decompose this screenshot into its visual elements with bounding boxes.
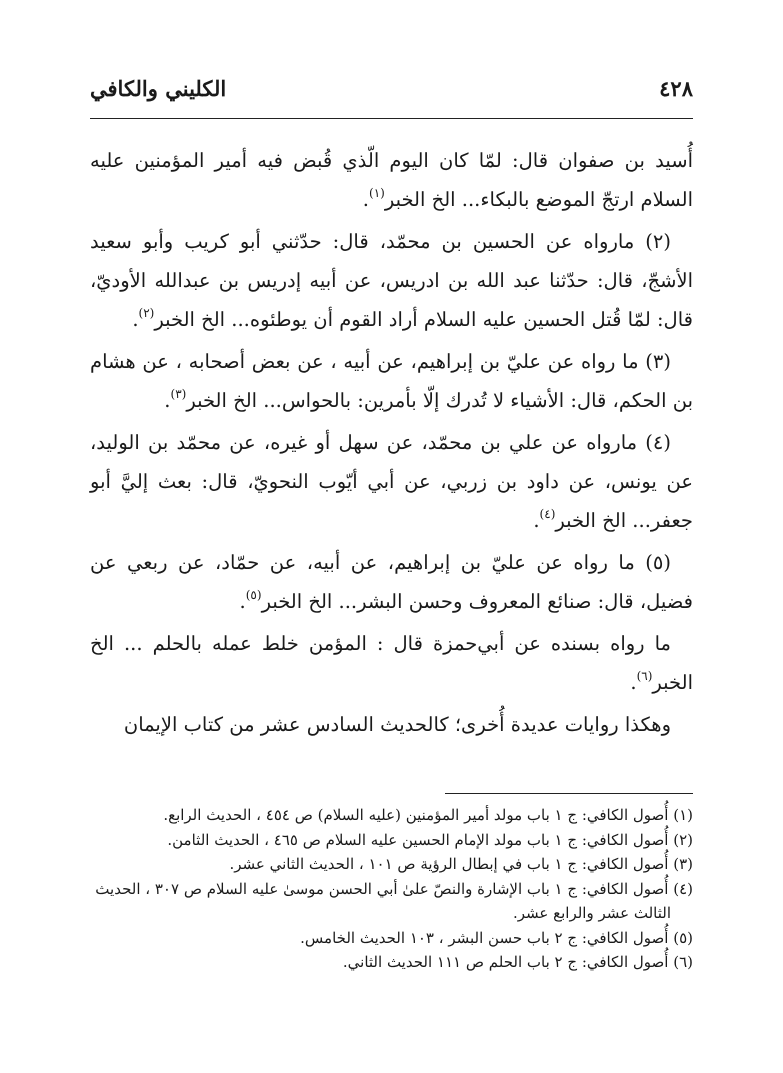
paragraph-1: أُسيد بن صفوان قال: لمّا كان اليوم الّذي قُبض فيه أمير المؤمنين عليه السلام ارتجّ الموضع بالبكاء... الخ الخبر$^{(١)}$. <box>90 149 693 211</box>
footnote-4-line-2: الثالث عشر والرابع عشر. <box>512 904 671 922</box>
paragraph-1-line-2: بالبكاء... الخ الخبر <box>384 188 530 211</box>
paragraph-7-text: وهكذا روايات عديدة أُخرى؛ كالحديث السادس عشر من كتاب الإيمان <box>123 713 671 736</box>
main-text <box>90 141 693 747</box>
footnote-2: (٢) أُصول الكافي: ج ١ باب مولد الإمام الحسين عليه السلام ص ٤٦٥ ، الحديث الثامن. <box>167 830 693 849</box>
running-title: الكليني والكافي <box>90 76 227 101</box>
footnote-5: (٥) أُصول الكافي: ج ٢ باب حسن البشر ، ١٠٣ الحديث الخامس. <box>300 928 693 947</box>
paragraph-3-text: (٣) ما رواه عن عليّ بن إبراهيم، عن أبيه ، عن بعض أصحابه ، عن هشام بن الحكم، قال: الأشياء لا تُدرك إلّا بأمرين: بالحواس... الخ الخبر <box>90 350 693 412</box>
footnote-6: (٦) أُصول الكافي: ج ٢ باب الحلم ص ١١١ الحديث الثاني. <box>342 953 693 971</box>
paragraph-4: (٤) ماروا‌ه عن علي بن محمّد، عن سهل أو غيره، عن محمّد بن الوليد، عن يونس، عن داود بن زربي، عن أبي أيّوب النحويّ، قال: بعث إليَّ أبو جعفر... الخ الخبر$^{(٤)}$. <box>90 431 693 532</box>
footnote-1: (١) أُصول الكافي: ج ١ باب مولد أمير المؤمنين (عليه السلام) ص ٤٥٤ ، الحديث الرابع. <box>163 806 693 824</box>
paragraph-4-text: (٤) ماروا‌ه عن علي بن محمّد، عن سهل أو غيره، عن محمّد بن الوليد، عن يونس، عن داود بن زربي، عن أبي أيّوب النحويّ، قال: بعث إليَّ أبو جعفر... الخ الخبر <box>90 431 693 532</box>
paragraph-5: (٥) ما رواه عن عليّ بن إبراهيم، عن أبيه، عن حمّاد، عن ربعي عن فضيل، قال: صنائع المعروف وحسن البشر... الخ الخبر$^{(٥)}$. <box>90 551 693 613</box>
paragraph-7 <box>90 705 693 744</box>
footnotes <box>90 803 693 975</box>
footnote-ref-6: (٦) <box>636 668 653 683</box>
footnote-4-line-1: (٤) أُصول الكافي: ج ١ باب الإشارة والنصّ علىٰ أبي الحسن موسىٰ عليه السلام ص ٣٠٧ ، الحديث <box>95 879 693 898</box>
footnote-ref-3: (٣) <box>170 386 187 401</box>
footnote-ref-4: (٤) <box>539 506 556 521</box>
footnote-3: (٣) أُصول الكافي: ج ١ باب في إبطال الرؤية ص ١٠١ ، الحديث الثاني عشر. <box>229 855 693 873</box>
footnote-ref-5: (٥) <box>245 587 262 602</box>
paragraph-3: (٣) ما رواه عن عليّ بن إبراهيم، عن أبيه ، عن بعض أصحابه ، عن هشام بن الحكم، قال: الأشياء لا تُدرك إلّا بأمرين: بالحواس... الخ الخبر$^{(٣)}$. <box>90 350 693 412</box>
footnote-ref-2: (٢) <box>138 305 155 320</box>
paragraph-2: (٢) مارواه عن الحسين بن محمّد، قال: حدّثني أبو كريب وأبو سعيد الأشجّ، قال: حدّثنا عبد الله بن ادريس، عن أبيه إدريس بن عبدالله الأوديّ، قال: لمّا قُتل الحسين عليه السلام أراد القوم أن يوطئوه... الخ الخبر$^{(٢)}$. <box>90 230 693 331</box>
page-header <box>90 70 693 119</box>
paragraph-1-line-1: أُسيد بن صفوان قال: لمّا كان اليوم الّذي قُبض فيه أمير المؤمنين عليه السلام ارتجّ الموضع <box>90 149 693 211</box>
paragraph-2-text: (٢) مارواه عن الحسين بن محمّد، قال: حدّثني أبو كريب وأبو سعيد الأشجّ، قال: حدّثنا عبد الله بن ادريس، عن أبيه إدريس بن عبدالله الأوديّ، قال: لمّا قُتل الحسين عليه السلام أراد القوم أن يوطئوه... الخ الخبر <box>90 230 693 331</box>
footnote-ref-1: (١) <box>369 185 385 200</box>
footnote-divider <box>445 793 693 794</box>
page-number: ٤٢٨ <box>659 76 693 101</box>
paragraph-5-text: (٥) ما رواه عن عليّ بن إبراهيم، عن أبيه، عن حمّاد، عن ربعي عن فضيل، قال: صنائع المعروف وحسن البشر... الخ الخبر <box>90 551 693 613</box>
paragraph-6: ما رواه بسنده عن أبي‌حمزة قال : المؤمن خلط عمله بالحلم ... الخ الخبر$^{(٦)}$. <box>90 632 693 694</box>
paragraph-6-text: ما رواه بسنده عن أبي‌حمزة قال : المؤمن خلط عمله بالحلم ... الخ الخبر <box>90 632 693 694</box>
